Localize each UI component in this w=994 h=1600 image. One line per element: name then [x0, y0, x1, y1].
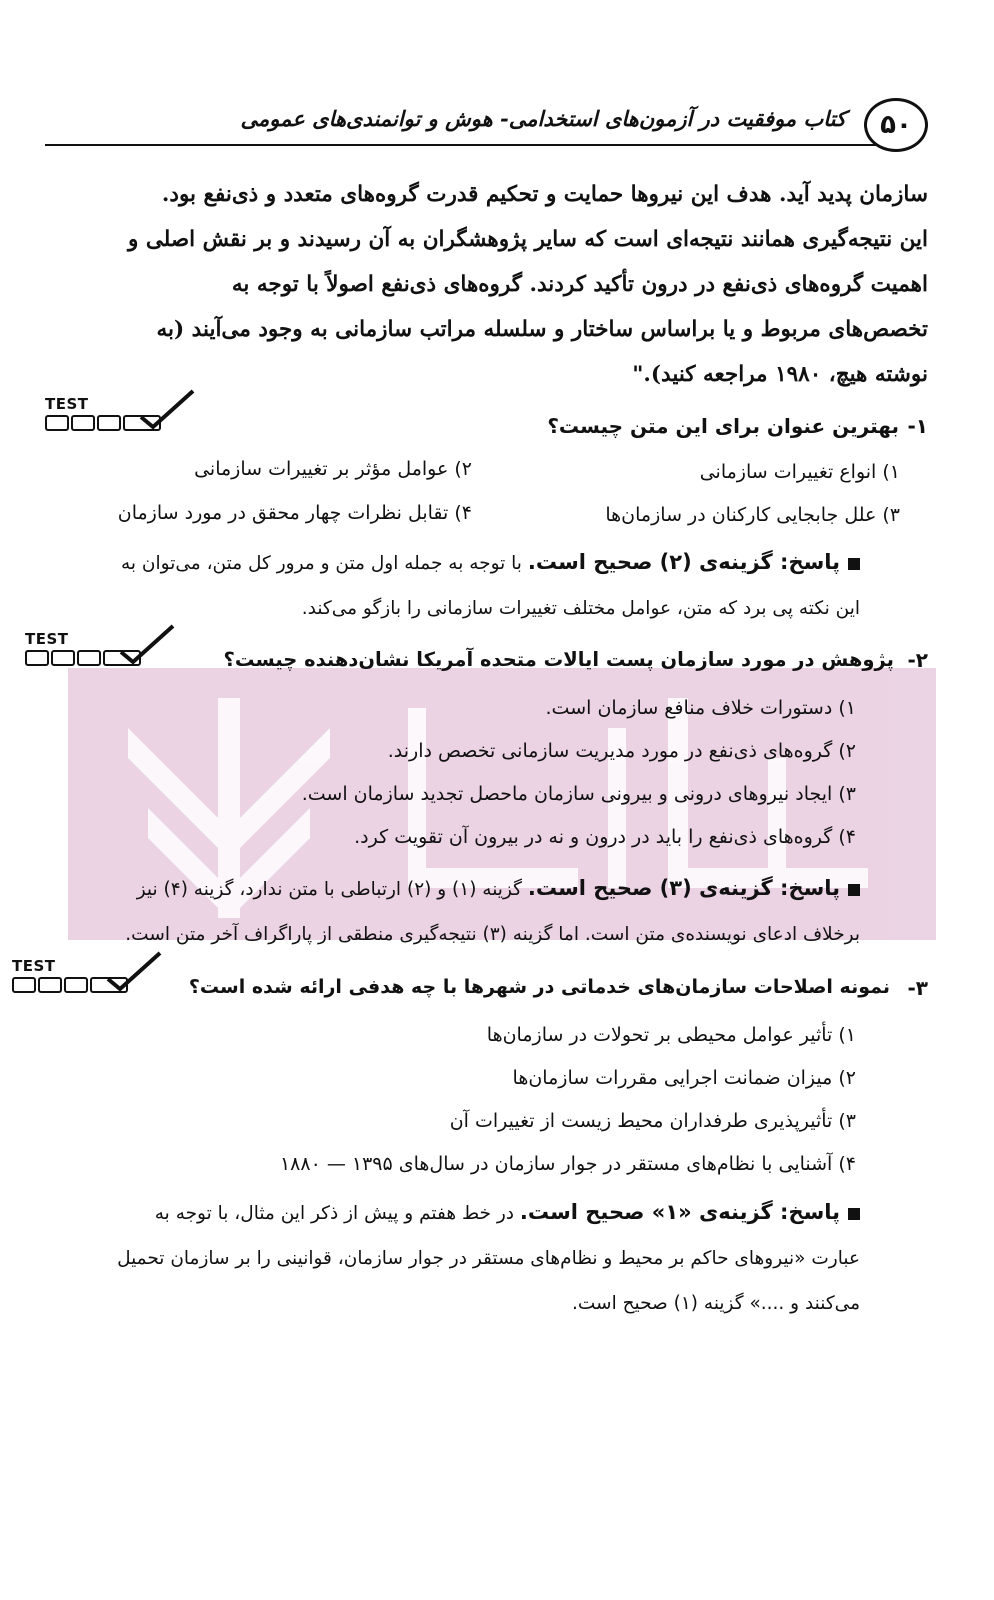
page-number: ۵۰: [864, 98, 928, 152]
question-3-option-4: ۴) آشنایی با نظام‌های مستقر در جوار سازمان در سال‌های ۱۳۹۵ — ۱۸۸۰: [279, 1153, 856, 1175]
test-badge: [45, 395, 205, 445]
answer-text: برخلاف ادعای نویسنده‌ی متن است. اما گزینه (۳) نتیجه‌گیری منطقی از پاراگراف آخر متن است.: [125, 924, 860, 945]
intro-line: اهمیت گروه‌های ذی‌نفع در درون تأکید کردند. گروه‌های ذی‌نفع اصولاً با توجه به: [231, 272, 928, 297]
question-3-title: نمونه اصلاحات سازمان‌های خدماتی در شهرها با چه هدفی ارائه شده است؟: [188, 976, 890, 998]
question-2-option-2: ۲) گروه‌های ذی‌نفع در مورد مدیریت سازمانی تخصص دارند.: [387, 740, 856, 762]
question-1-option-4: ۴) تقابل نظرات چهار محقق در مورد سازمان: [117, 502, 472, 524]
intro-paragraph: [45, 172, 928, 397]
question-2-option-3: ۳) ایجاد نیروهای درونی و بیرونی سازمان ماحصل تجدید سازمان است.: [301, 783, 856, 805]
answer-lead: پاسخ: گزینه‌ی (۳) صحیح است.: [527, 876, 840, 900]
page-header: [45, 98, 928, 150]
question-2-title: پژوهش در مورد سازمان پست ایالات متحده آمریکا نشان‌دهنده چیست؟: [223, 648, 894, 671]
question-3-option-2: ۲) میزان ضمانت اجرایی مقررات سازمان‌ها: [512, 1067, 856, 1089]
intro-line: سازمان پدید آید. هدف این نیروها حمایت و تحکیم قدرت گروه‌های متعدد و ذی‌نفع بود.: [161, 182, 928, 207]
header-rule: [45, 144, 878, 146]
test-badge: [25, 630, 185, 680]
question-1-option-1: ۱) انواع تغییرات سازمانی: [699, 461, 900, 483]
intro-line: نوشته هیچ، ۱۹۸۰ مراجعه کنید).": [632, 362, 928, 387]
checkmark-icon: [117, 624, 177, 668]
answer-lead: پاسخ: گزینه‌ی «۱» صحیح است.: [519, 1200, 840, 1224]
test-badge: [12, 957, 172, 1007]
question-2-answer: [45, 866, 860, 957]
question-1-answer: [45, 540, 860, 631]
question-3-answer: [45, 1190, 860, 1326]
test-badge-label: TEST: [45, 395, 89, 413]
bullet-square-icon: [848, 558, 860, 570]
answer-text: عبارت «نیروهای حاکم بر محیط و نظام‌های مستقر در جوار سازمان، قوانینی را بر سازمان تحمیل: [117, 1248, 860, 1269]
question-1-option-2: ۲) عوامل مؤثر بر تغییرات سازمانی: [194, 458, 472, 480]
question-2-option-1: ۱) دستورات خلاف منافع سازمان است.: [545, 697, 856, 719]
checkmark-icon: [104, 951, 164, 995]
checkmark-icon: [137, 389, 197, 433]
question-2-option-4: ۴) گروه‌های ذی‌نفع را باید در درون و نه در بیرون آن تقویت کرد.: [354, 826, 856, 848]
test-badge-label: TEST: [25, 630, 69, 648]
question-1-number: ۱-: [907, 414, 928, 438]
question-1-option-3: ۳) علل جابجایی کارکنان در سازمان‌ها: [605, 504, 900, 526]
test-badge-label: TEST: [12, 957, 56, 975]
bullet-square-icon: [848, 884, 860, 896]
answer-text: این نکته پی برد که متن، عوامل مختلف تغییرات سازمانی را بازگو می‌کند.: [301, 598, 860, 619]
intro-line: تخصص‌های مربوط و یا براساس ساختار و سلسله مراتب سازمانی به وجود می‌آیند (به: [156, 317, 928, 342]
question-3-option-3: ۳) تأثیرپذیری طرفداران محیط زیست از تغییرات آن: [449, 1110, 856, 1132]
answer-text: می‌کنند و ....» گزینه (۱) صحیح است.: [572, 1293, 860, 1314]
answer-text: گزینه (۱) و (۲) ارتباطی با متن ندارد، گزینه (۴) نیز: [136, 879, 522, 900]
answer-text: در خط هفتم و پیش از ذکر این مثال، با توجه به: [154, 1203, 515, 1224]
question-3-number: ۳-: [907, 976, 928, 1000]
answer-text: با توجه به جمله اول متن و مرور کل متن، می‌توان به: [120, 553, 522, 574]
intro-line: این نتیجه‌گیری همانند نتیجه‌ای است که سایر پژوهشگران به آن رسیدند و بر نقش اصلی و: [127, 227, 928, 252]
question-3-option-1: ۱) تأثیر عوامل محیطی بر تحولات در سازمان‌ها: [486, 1024, 856, 1046]
question-1-title: بهترین عنوان برای این متن چیست؟: [547, 414, 899, 438]
answer-lead: پاسخ: گزینه‌ی (۲) صحیح است.: [527, 550, 840, 574]
question-2-number: ۲-: [907, 648, 928, 672]
bullet-square-icon: [848, 1208, 860, 1220]
book-title: کتاب موفقیت در آزمون‌های استخدامی- هوش و توانمندی‌های عمومی: [240, 106, 846, 131]
